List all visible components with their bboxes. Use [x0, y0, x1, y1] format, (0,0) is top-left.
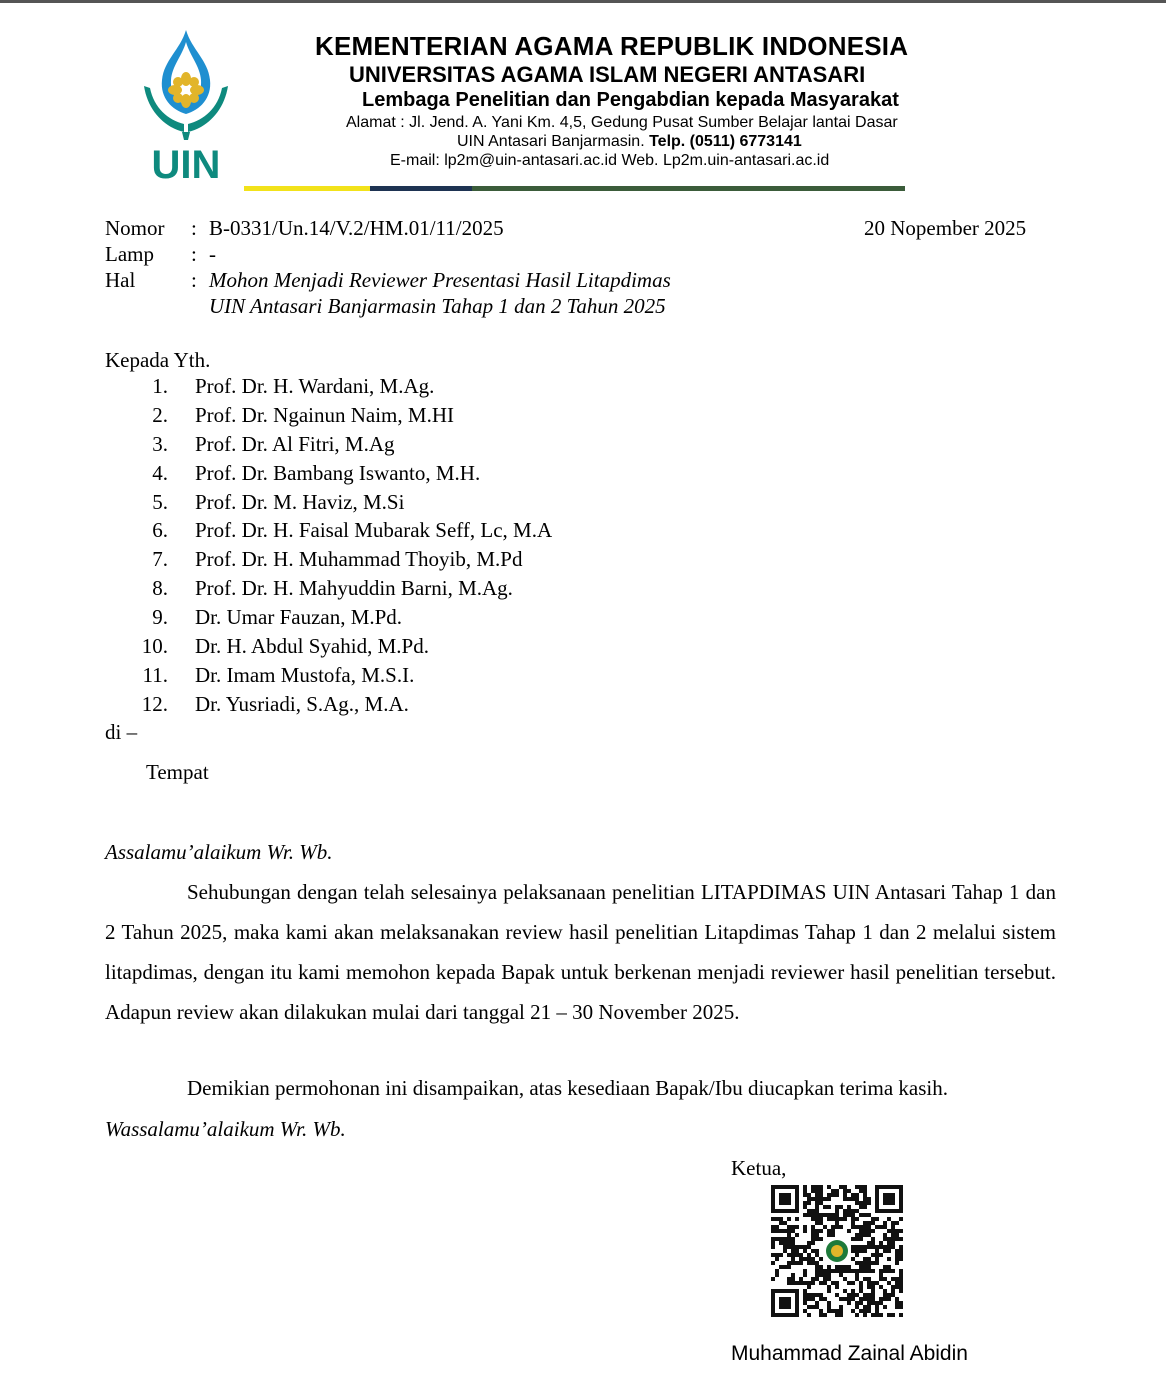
colon: : [191, 268, 197, 292]
rule-segment-green [472, 186, 905, 191]
list-item [105, 663, 805, 692]
list-item-name: Dr. Yusriadi, S.Ag., M.A. [195, 691, 409, 716]
subject-line: Mohon Menjadi Reviewer Presentasi Hasil Litapdimas [209, 268, 671, 292]
list-item-name: Prof. Dr. Al Fitri, M.Ag [195, 431, 395, 456]
list-item-number: 6. [152, 518, 168, 543]
list-item [105, 518, 805, 547]
nomor-row [0, 216, 700, 242]
list-item-number: 1. [152, 374, 168, 398]
hal-row-2 [0, 294, 760, 320]
list-item-number: 12. [141, 691, 168, 716]
list-item-number: 5. [152, 489, 168, 514]
contact-line: E-mail: lp2m@uin-antasari.ac.id Web. Lp2m.uin-antasari.ac.id [390, 152, 830, 169]
lamp-label: Lamp [105, 242, 154, 266]
list-item [105, 374, 805, 403]
logo-text: UIN [151, 143, 221, 184]
lamp-row [0, 242, 700, 268]
list-item-number: 10. [141, 634, 168, 659]
list-item-name: Prof. Dr. H. Mahyuddin Barni, M.Ag. [195, 576, 513, 601]
phone-text: Telp. (0511) 6773141 [649, 133, 802, 150]
list-item-number: 3. [152, 431, 168, 456]
nomor-label: Nomor [105, 216, 165, 240]
list-item-name: Prof. Dr. M. Haviz, M.Si [195, 489, 405, 514]
colon: : [191, 242, 197, 266]
lamp-value: - [209, 242, 216, 266]
list-item [105, 576, 805, 605]
list-item-number: 9. [152, 605, 168, 630]
body-paragraph: Sehubungan dengan telah selesainya pelaksanaan penelitian LITAPDIMAS UIN Antasari Tahap 1 dan 2 Tahun 2025, maka kami akan melaksanakan review hasil penelitian Litapdimas Tahap 1 dan 2 melalui sistem litapdimas, dengan itu kami memohon kepada Bapak untuk berkenan menjadi reviewer hasil penelitian tersebut. Adapun review akan dilakukan mulai dari tanggal 21 – 30 November 2025. [105, 880, 1056, 1024]
address-line: Alamat : Jl. Jend. A. Yani Km. 4,5, Gedung Pusat Sumber Belajar lantai Dasar [346, 114, 898, 131]
tempat-line: Tempat [146, 760, 209, 784]
list-item [105, 547, 805, 576]
address-line [457, 133, 802, 151]
university-title: UNIVERSITAS AGAMA ISLAM NEGERI ANTASARI [349, 62, 866, 87]
list-item-name: Dr. Umar Fauzan, M.Pd. [195, 605, 403, 630]
recipients-heading: Kepada Yth. [105, 348, 211, 372]
list-item [105, 403, 805, 432]
uin-logo-icon [138, 28, 234, 184]
signer-name: Muhammad Zainal Abidin [731, 1342, 968, 1365]
top-border [0, 0, 1166, 3]
list-item-number: 7. [152, 547, 168, 572]
di-line: di – [105, 720, 138, 744]
letterhead-rule [244, 186, 905, 191]
address-text: UIN Antasari Banjarmasin. [457, 133, 650, 150]
list-item [105, 432, 805, 461]
letter-date: 20 Nopember 2025 [864, 216, 1027, 240]
list-item-name: Prof. Dr. H. Muhammad Thoyib, M.Pd [195, 547, 523, 572]
list-item-name: Prof. Dr. Ngainun Naim, M.HI [195, 402, 454, 427]
recipient-list [105, 374, 805, 721]
hal-label: Hal [105, 268, 136, 292]
list-item-name: Dr. Imam Mustofa, M.S.I. [195, 662, 415, 687]
body-paragraph: Demikian permohonan ini disampaikan, atas kesediaan Bapak/Ibu diucapkan terima kasih. [187, 1076, 949, 1100]
list-item-number: 4. [152, 460, 168, 485]
list-item-name: Dr. H. Abdul Syahid, M.Pd. [195, 634, 429, 659]
list-item [105, 692, 805, 721]
closing-greeting: Wassalamu’alaikum Wr. Wb. [105, 1117, 346, 1141]
list-item-name: Prof. Dr. Bambang Iswanto, M.H. [195, 460, 481, 485]
ministry-title: KEMENTERIAN AGAMA REPUBLIK INDONESIA [315, 31, 909, 61]
colon: : [191, 216, 197, 240]
institute-title: Lembaga Penelitian dan Pengabdian kepada Masyarakat [362, 89, 899, 111]
rule-segment-navy [370, 186, 472, 191]
subject-line: UIN Antasari Banjarmasin Tahap 1 dan 2 Tahun 2025 [209, 294, 666, 318]
hal-row [0, 268, 760, 294]
list-item-number: 11. [142, 662, 168, 687]
list-item-number: 2. [152, 402, 168, 427]
list-item-name: Prof. Dr. H. Faisal Mubarak Seff, Lc, M.A [195, 518, 553, 543]
list-item [105, 605, 805, 634]
list-item [105, 490, 805, 519]
list-item [105, 634, 805, 663]
list-item-number: 8. [152, 576, 168, 601]
nomor-value: B-0331/Un.14/V.2/HM.01/11/2025 [209, 216, 504, 240]
qr-code-icon [771, 1185, 903, 1317]
rule-segment-yellow [244, 186, 370, 191]
list-item-name: Prof. Dr. H. Wardani, M.Ag. [195, 374, 435, 398]
greeting: Assalamu’alaikum Wr. Wb. [105, 840, 333, 864]
signer-title: Ketua, [731, 1156, 787, 1180]
list-item [105, 461, 805, 490]
